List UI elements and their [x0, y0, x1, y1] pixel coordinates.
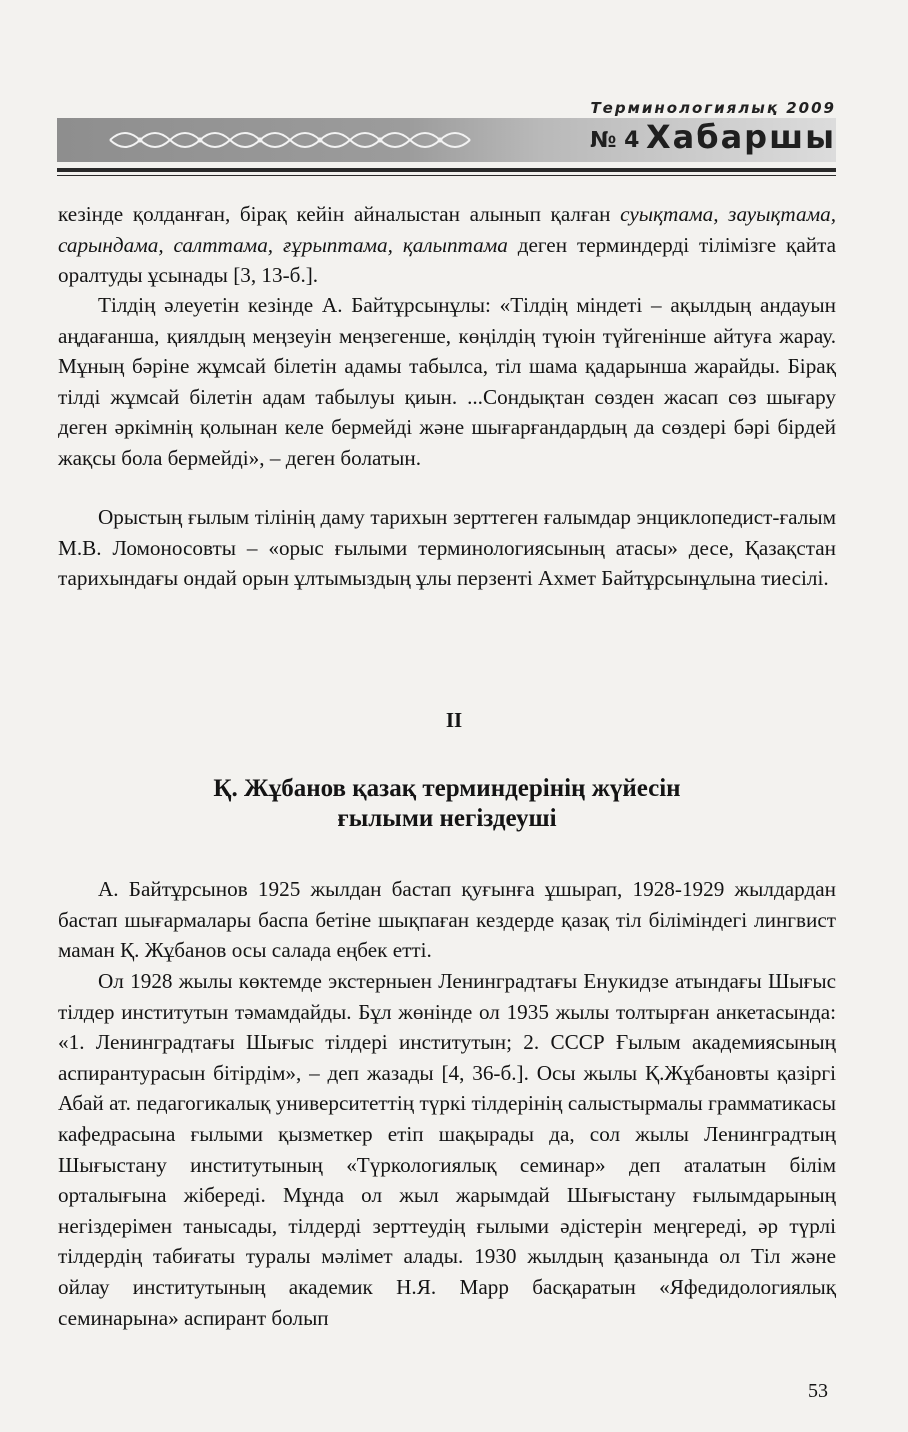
header-rule-thick — [57, 168, 836, 172]
paragraph-1-end: деген терминдерді тілімізге қайта оралтуды ұсынады [3, 13-б.]. — [58, 232, 836, 288]
ornament-icon — [105, 124, 475, 156]
section-title-line-1: Қ. Жұбанов қазақ терминдерінің жүйесін — [213, 775, 681, 802]
section-number: II — [445, 708, 463, 732]
paragraph-1-terms: суықтама, зауықтама, сарындама, салттама, ғұрыптама, қалыптама — [58, 202, 836, 257]
header-rule-thin — [57, 175, 836, 176]
journal-name: Терминологиялық 2009 — [590, 99, 836, 117]
paragraph-5: Ол 1928 жылы көктемде экстерныен Ленинградтағы Енукидзе атындағы Шығыс тілдер институтын тәмамдайды. Бұл жөнінде ол 1935 жылы толтырған анкетасында: «1. Ленинградтағы Шығыс тілдері институтын; 2. СССР Ғылым академиясының аспирантурасын бітірдім», – деп жазады [4, 36-б.]. Осы жылы Қ.Жұбановты қазіргі Абай ат. педагогикалық университеттің түркі тілдерінің салыстырмалы грамматикасы кафедрасына ғылыми қызметкер етіп шақырады да, сол жылы Ленинградтың Шығыстану институтының «Түркологиялық семинар» деп аталатын білім орталығына жібереді. Мұнда ол жыл жарымдай Шығыстану ғылымдарының негіздерімен танысады, тілдерді зерттеудің ғылыми әдістерін меңгереді, әр түрлі тілдердің табиғаты туралы мәлімет алады. 1930 жылдың қазанында ол Тіл және ойлау институтының академик Н.Я. Марр басқаратын «Яфедидологиялық семинарына» аспирант болып — [58, 969, 836, 1330]
paragraph-4: А. Байтұрсынов 1925 жылдан бастап қуғынға ұшырап, 1928-1929 жылдардан бастап шығармалары баспа бетіне шықпаған кездерде қазақ тіл біліміндегі лингвист маман Қ. Жұбанов осы салада еңбек етті. — [58, 877, 836, 963]
section-title — [58, 774, 836, 834]
issue-number: № 4 — [590, 128, 640, 153]
paragraph-1 — [58, 199, 836, 291]
paragraph-3: Орыстың ғылым тілінің даму тарихын зерттеген ғалымдар энциклопедист-ғалым М.В. Ломоносовты – «орыс ғылыми терминологиясының атасы» десе, Қазақстан тарихындағы ондай орын ұлтымыздың ұлы перзенті Ахмет Байтұрсынұлына тиесілі. — [58, 505, 836, 591]
section-title-line-2: ғылыми негіздеуші — [337, 805, 557, 832]
journal-title: Хабаршы — [645, 118, 836, 156]
paragraph-1-start: кезінде қолданған, бірақ кейін айналыстан алынып қалған — [58, 202, 621, 226]
page-number: 53 — [808, 1380, 828, 1402]
paragraph-2: Тілдің әлеуетін кезінде А. Байтұрсынұлы: «Тілдің міндеті – ақылдың андауын аңдағанша, қиялдың меңзеуін меңзегенше, көңілдің түюін түйгенінше айтуға жарау. Мұның бәріне жұмсай білетін адамы табылса, тіл шама қадарынша жарайды. Бірақ тілді жұмсай білетін адам табылуы қиын. ...Сондықтан сөзден жасап сөз шығару деген әркімнің қолынан келе бермейді және шығарғандардың да сөздері бәрі бірдей жақсы бола бермейді», – деген болатын. — [58, 293, 836, 470]
